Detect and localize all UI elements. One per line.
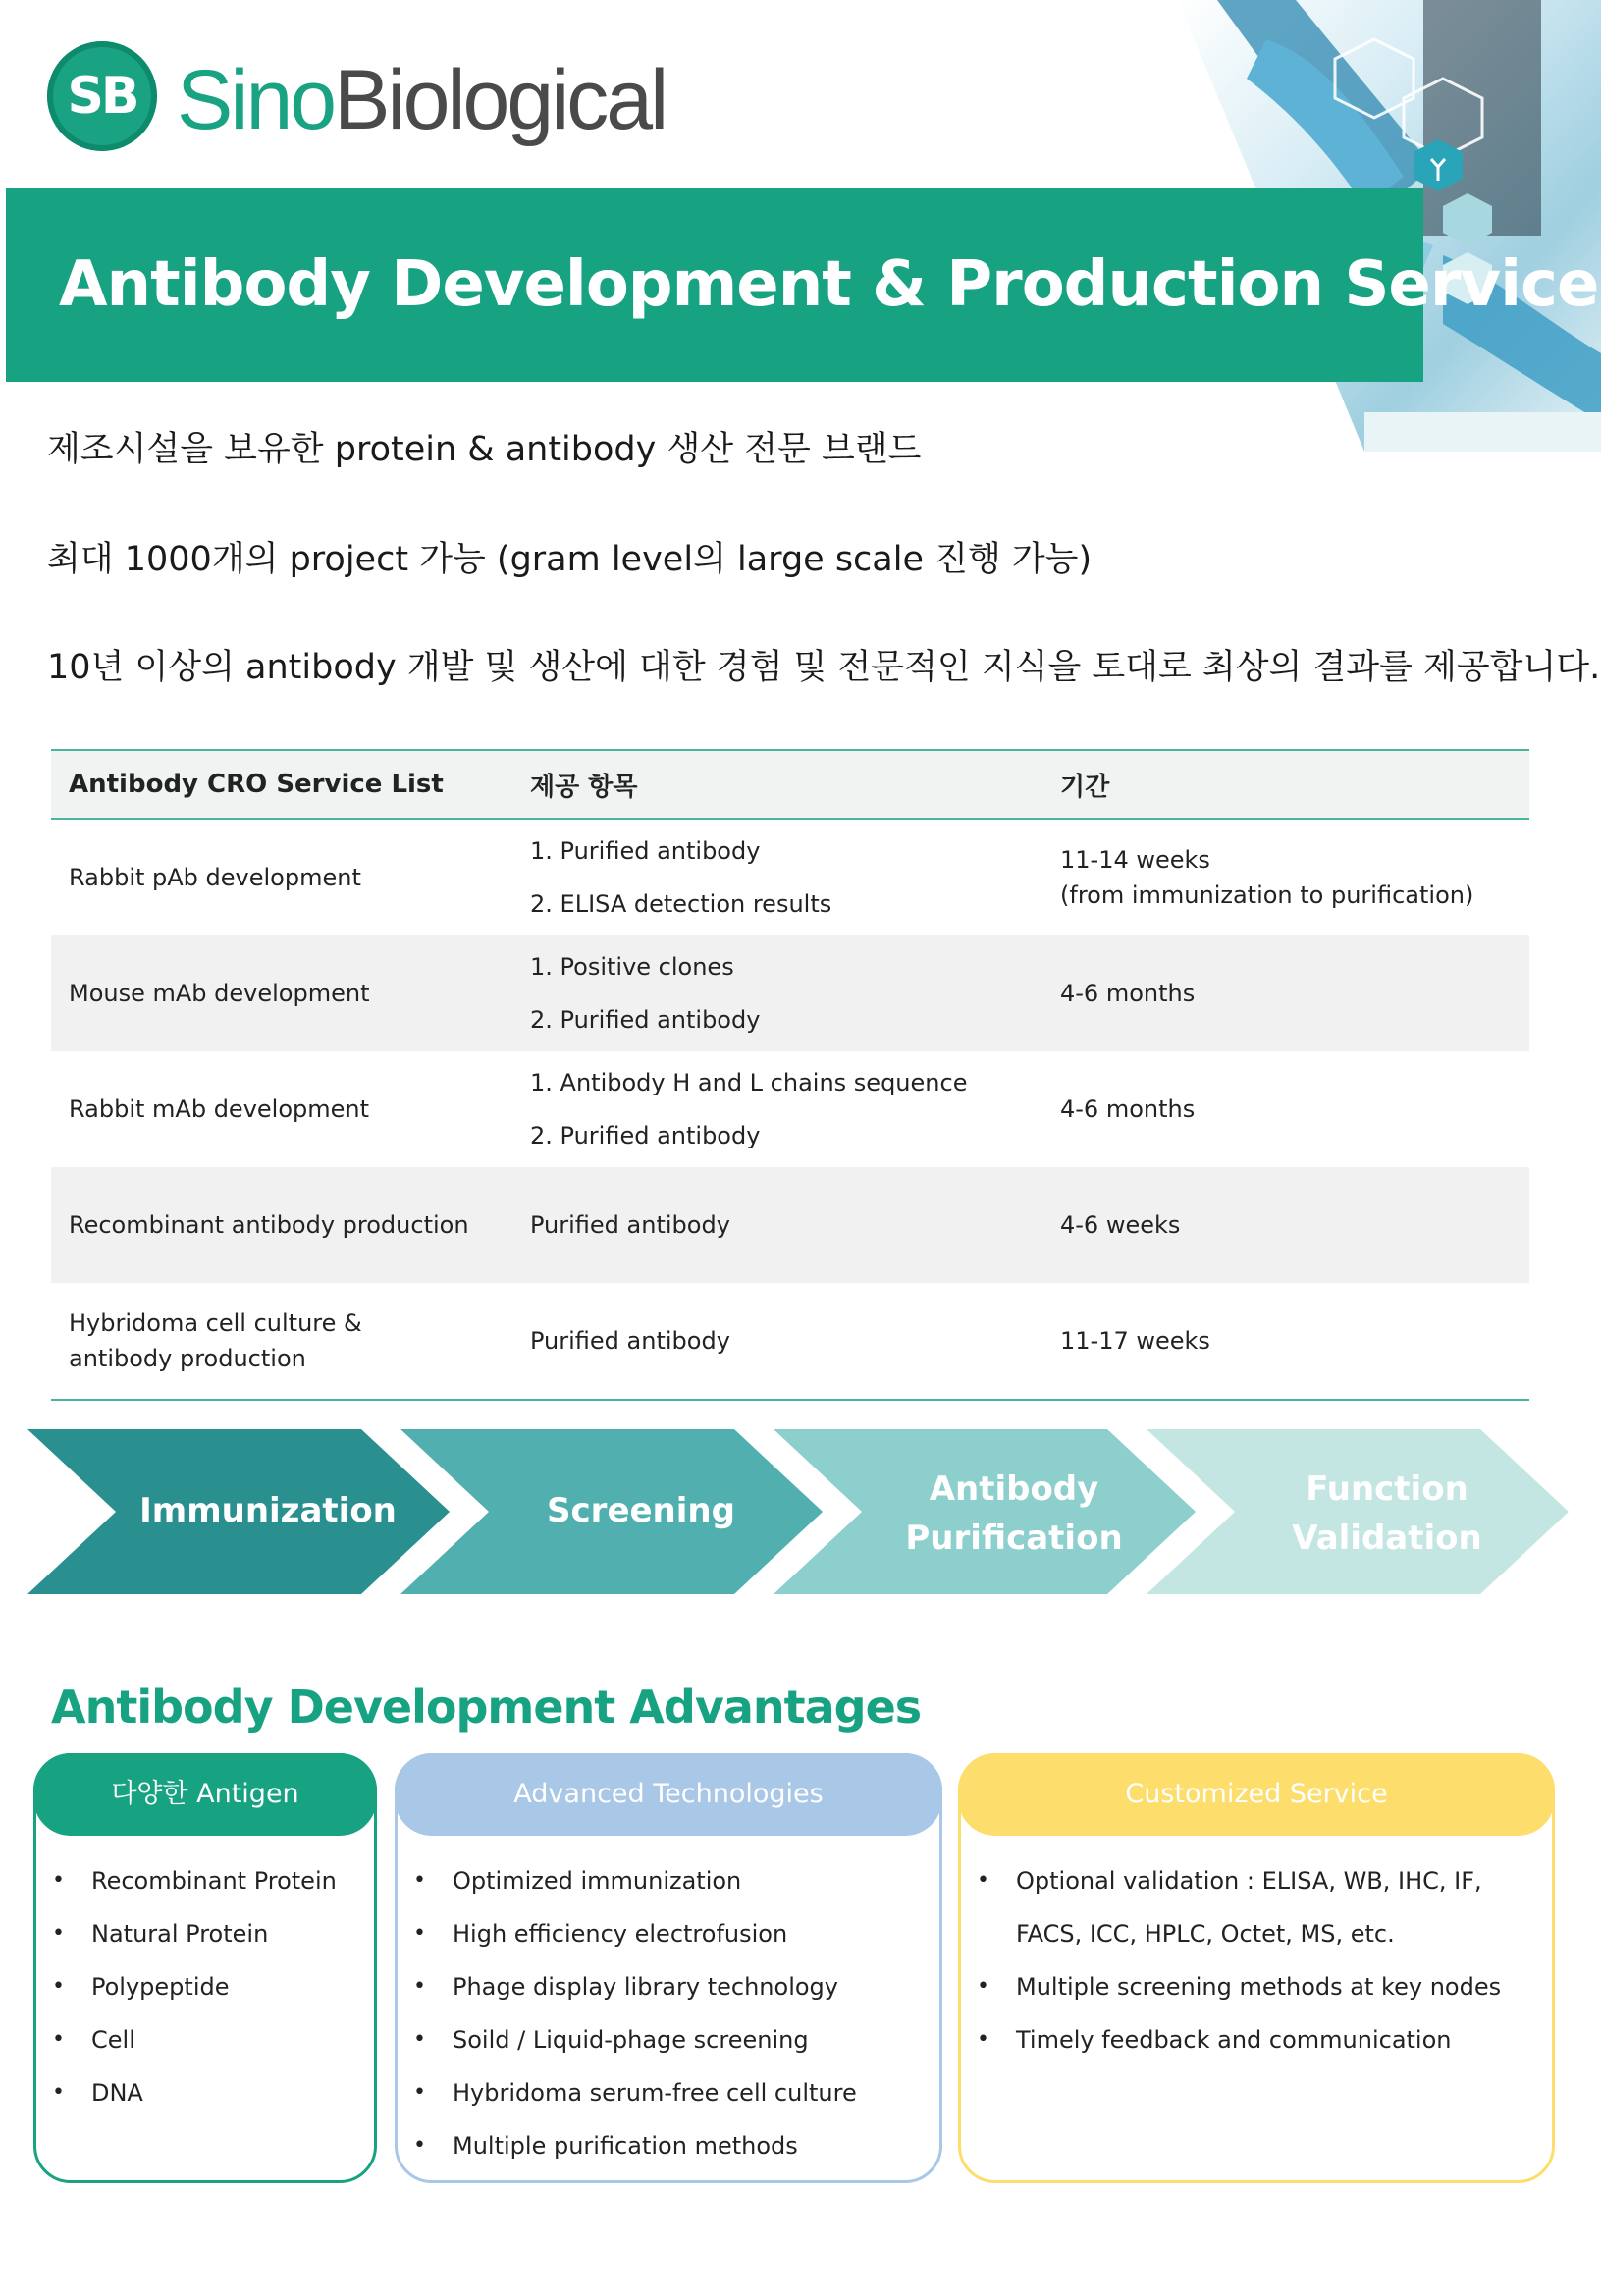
column-header-period: 기간: [1042, 750, 1529, 819]
page-title: Antibody Development & Production Service: [59, 248, 1599, 321]
process-step-label: Screening: [547, 1491, 735, 1530]
list-item: • Optional validation : ELISA, WB, IHC, IF,: [961, 1854, 1552, 1907]
table-row: [51, 1051, 1529, 1167]
period-cell: 11-17 weeks: [1042, 1283, 1529, 1400]
card-list: [961, 1854, 1552, 2066]
list-item: • High efficiency electrofusion: [398, 1907, 939, 1960]
card-list: [36, 1854, 374, 2119]
column-header-items: 제공 항목: [512, 750, 1042, 819]
card-list: [398, 1854, 939, 2172]
period-cell: 4-6 months: [1060, 1095, 1196, 1123]
advantage-card-customized: [958, 1753, 1555, 2183]
list-item: • Cell: [36, 2013, 374, 2066]
advantage-card-technologies: [395, 1753, 942, 2183]
items-cell: Purified antibody: [512, 1283, 1042, 1400]
card-title: Customized Service: [958, 1753, 1555, 1836]
list-item: • Phage display library technology: [398, 1960, 939, 2013]
service-cell: Rabbit mAb development: [69, 1095, 370, 1123]
brand-logo: [47, 39, 715, 157]
intro-line: 제조시설을 보유한 protein & antibody 생산 전문 브랜드: [47, 430, 922, 469]
card-title: 다양한 Antigen: [33, 1753, 377, 1836]
period-cell: 4-6 weeks: [1042, 1167, 1529, 1283]
items-cell: 1. Antibody H and L chains sequence 2. Purified antibody: [530, 1069, 968, 1149]
items-cell: Purified antibody: [512, 1167, 1042, 1283]
list-item: • Optimized immunization: [398, 1854, 939, 1907]
process-step-label: Function Validation: [1292, 1469, 1482, 1558]
items-cell: 1. Positive clones 2. Purified antibody: [512, 935, 1042, 1051]
table-row: [51, 935, 1529, 1051]
section-title: Antibody Development Advantages: [51, 1681, 922, 1734]
process-step-label: Immunization: [139, 1491, 397, 1530]
advantage-card-antigen: [33, 1753, 377, 2183]
table-row: [51, 819, 1529, 935]
list-item: • Polypeptide: [36, 1960, 374, 2013]
service-cell: Mouse mAb development: [51, 935, 512, 1051]
list-item: • Timely feedback and communication: [961, 2013, 1552, 2066]
table-header-row: [51, 750, 1529, 819]
intro-line: 최대 1000개의 project 가능 (gram level의 large scale 진행 가능): [47, 540, 1093, 579]
service-table: [51, 749, 1529, 1401]
title-banner: [6, 188, 1599, 382]
period-cell: 4-6 months: [1042, 935, 1529, 1051]
process-flow: [27, 1423, 1578, 1600]
brand-name: SinoBiological: [177, 53, 667, 147]
list-item: • Hybridoma serum-free cell culture: [398, 2066, 939, 2119]
process-step-label: Antibody Purification: [905, 1469, 1123, 1558]
service-cell: Rabbit pAb development: [69, 864, 361, 891]
intro-line: 10년 이상의 antibody 개발 및 생산에 대한 경험 및 전문적인 지식을 토대로 최상의 결과를 제공합니다.: [47, 648, 1601, 687]
list-item: • Recombinant Protein: [36, 1854, 374, 1907]
sb-logo-icon: SB: [47, 41, 157, 151]
table-row: [51, 1167, 1529, 1283]
list-item: • Natural Protein: [36, 1907, 374, 1960]
service-cell: Hybridoma cell culture & antibody production: [51, 1283, 512, 1400]
list-item: • Multiple screening methods at key nodes: [961, 1960, 1552, 2013]
items-cell: 1. Purified antibody 2. ELISA detection results: [530, 837, 832, 918]
card-title: Advanced Technologies: [395, 1753, 942, 1836]
list-item-continuation: FACS, ICC, HPLC, Octet, MS, etc.: [1016, 1920, 1395, 1948]
service-cell: Recombinant antibody production: [51, 1167, 512, 1283]
list-item: • DNA: [36, 2066, 374, 2119]
list-item: • Soild / Liquid-phage screening: [398, 2013, 939, 2066]
list-item: • Multiple purification methods: [398, 2119, 939, 2172]
column-header-service: Antibody CRO Service List: [51, 750, 512, 819]
table-row: [51, 1283, 1529, 1400]
period-cell: 11-14 weeks (from immunization to purification): [1060, 846, 1474, 909]
